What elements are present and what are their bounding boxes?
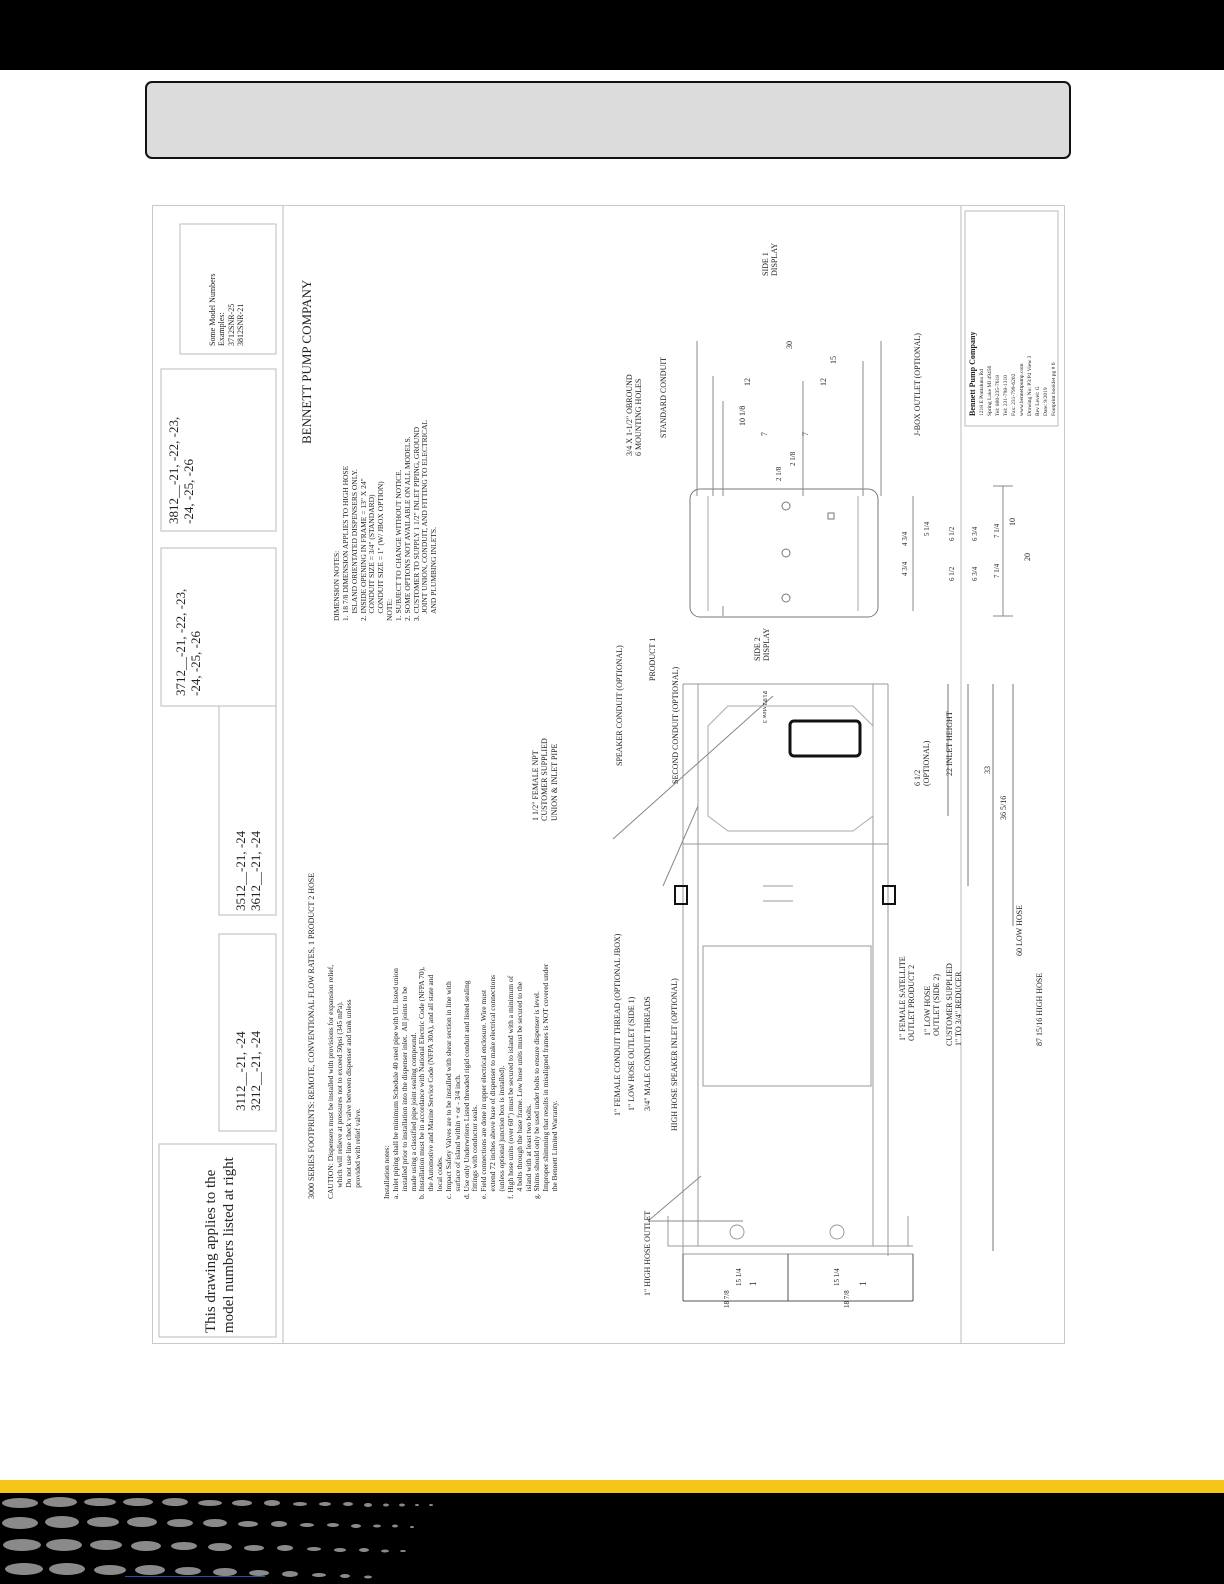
- top-black-bar: [0, 0, 1224, 70]
- label-15-1-4-b: 15 1/4: [833, 1268, 841, 1286]
- series-title: 3000 SERIES FOOTPRINTS: REMOTE, CONVENTIONAL FLOW RATES, 1 PRODUCT 2 HOSE: [307, 872, 316, 1199]
- label-male-conduit: 3/4" MALE CONDUIT THREADS: [643, 996, 652, 1111]
- models-3512: 3512__-21, -24 3612__-21, -24: [233, 830, 264, 911]
- label-front-tag: P1/P2 view 3: [761, 691, 767, 724]
- label-product-1: PRODUCT 1: [648, 637, 657, 681]
- model-examples: Some Model Numbers Examples: 3712SNR-25 3812SNR-21: [208, 273, 246, 346]
- footer-yellow-stripe: [0, 1480, 1224, 1493]
- dim-6-1-2-a: 6 1/2: [948, 566, 956, 581]
- dimension-notes: DIMENSION NOTES: 1. 18 7/8 DIMENSION APPLIES TO HIGH HOSE ISLAND ORIENTATED DISPENSERS ONLY. 2. INSIDE OPENING IN FRAME = 13" X 24" CONDUIT SIZE = 3/4" (STANDARD) CONDUIT SIZE = 1" (W/ JBOX OPTION) NOTE: 1. SUBJECT TO CHANGE WITHOUT NOTICE. 2. SOME OPTIONS NOT AVAILABLE ON ALL MODELS. 3. CUSTOMER TO SUPPLY 1 1/2" INLET PIPING, GROUND JOINT UNION, CONDUIT, AND FITTING TO ELECTRICAL AND PLUMBING INLETS.: [332, 419, 439, 621]
- dim-10-1-8: 10 1/8: [738, 405, 747, 426]
- label-side-1: 1: [748, 1281, 758, 1286]
- models-3712: 3712__-21, -22, -23, -24, -25, -26: [173, 588, 204, 696]
- dim-4-3-4-b: 4 3/4: [901, 531, 909, 546]
- company-block-name: Bennett Pump Company: [968, 331, 977, 416]
- dim-30: 30: [785, 341, 794, 349]
- label-inlet-height: 22 INLET HEIGHT: [945, 711, 954, 776]
- dim-2-1-8-b: 2 1/8: [789, 451, 797, 466]
- label-jbox-outlet: J-BOX OUTLET (OPTIONAL): [913, 333, 922, 436]
- models-3112: 3112__-21, -24 3212__-21, -24: [233, 1030, 264, 1111]
- engineering-drawing-sheet: [152, 205, 1065, 1344]
- label-low-hose-side2: 1" LOW HOSE OUTLET (SIDE 2): [923, 973, 942, 1036]
- label-speaker-conduit: SPEAKER CONDUIT (OPTIONAL): [615, 645, 624, 766]
- models-3812: 3812__-21, -22, -23, -24, -25, -26: [166, 416, 197, 524]
- dim-6-3-4-b: 6 3/4: [971, 526, 979, 541]
- label-36-5-16: 36 5/16: [999, 795, 1008, 820]
- dim-4-3-4-a: 4 3/4: [901, 561, 909, 576]
- installation-notes: Installation notes: a. Inlet piping shall be minimum Schedule 40 steel pipe with UL listed union installed prior to installation into the dispenser inlet. All joints to be made using a classified pipe joint sealing compound. b. Installation must be in accordance with National Electric Code (NFPA 70), the Automotive and Marine Service Code (NFPA 30A), and all state and local codes. c. Impact Safety Valves are to be installed with shear section in line with surface of island within + or - 3/4 inch. d. Use only Underwriters Listed threaded rigid conduit and listed sealing fittings with conductor seals. e. Field connections are done in upper electrical enclosure. Wire must extend 72 inches above base of dispenser to make electrical connections (unless optional junction box is installed). f. High hose units (over 60") must be secured to island with a minimum of 4 bolts through the base frame. Low hose units must be secured to the island with at least two bolts. g. Shims should only be used under bolts to ensure dispenser is level. Improper shimming that results in misaligned frames is NOT covered under the Bennett Limited Warranty.: [382, 963, 560, 1199]
- dim-12-b: 12: [819, 378, 828, 386]
- label-female-conduit: 1" FEMALE CONDUIT THREAD (OPTIONAL JBOX): [613, 933, 622, 1116]
- company-title: BENNETT PUMP COMPANY: [299, 279, 314, 444]
- dim-10: 10: [1008, 518, 1017, 526]
- label-side2-display: SIDE 2 DISPLAY: [753, 627, 772, 661]
- footer-link-underline: [125, 1576, 265, 1577]
- label-female-npt: 1 1/2" FEMALE NPT CUSTOMER SUPPLIED UNION & INLET PIPE: [531, 738, 559, 821]
- dim-15: 15: [829, 356, 838, 364]
- dim-6-1-2-b: 6 1/2: [948, 526, 956, 541]
- label-standard-conduit: STANDARD CONDUIT: [659, 357, 668, 438]
- label-speaker-inlet: HIGH HOSE SPEAKER INLET (OPTIONAL): [670, 978, 679, 1131]
- dim-12-a: 12: [743, 378, 752, 386]
- label-18-7-8: 18 7/8: [723, 1290, 731, 1308]
- label-33: 33: [983, 766, 992, 774]
- dim-7-1-4-b: 7 1/4: [993, 523, 1001, 538]
- dim-5-1-4: 5 1/4: [923, 521, 931, 536]
- label-side1-display: SIDE 1 DISPLAY: [761, 242, 780, 276]
- label-obround-holes: 3/4 X 1-1/2" OBROUND 6 MOUNTING HOLES: [625, 374, 644, 456]
- label-6-half-optional: 6 1/2 (OPTIONAL): [913, 740, 932, 786]
- model-intro-text: This drawing applies to the model numbers listed at right: [203, 1157, 237, 1333]
- label-87-high-hose: 87 15/16 HIGH HOSE: [1035, 972, 1044, 1046]
- dim-6-3-4-a: 6 3/4: [971, 566, 979, 581]
- caution-text: CAUTION: Dispensers must be installed with provisions for expansion relief, which will relieve at pressures not to exceed 50psi (345 mPa). Do not use line check valve between dispenser and tank unless provided with relief valve.: [326, 964, 362, 1199]
- dim-2-1-8-a: 2 1/8: [775, 466, 783, 481]
- label-18-7-8-b: 18 7/8: [843, 1290, 851, 1308]
- label-low-hose-side1: 1" LOW HOSE OUTLET (SIDE 1): [627, 996, 636, 1111]
- footer-dot-swoosh-graphic: [0, 1493, 480, 1584]
- label-60-low-hose: 60 LOW HOSE: [1015, 905, 1024, 956]
- label-female-satellite: 1" FEMALE SATELLITE OUTLET PRODUCT 2: [898, 956, 917, 1041]
- dim-20: 20: [1023, 553, 1032, 561]
- label-high-hose-outlet: 1" HIGH HOSE OUTLET: [643, 1210, 652, 1296]
- label-reducer: CUSTOMER SUPPLIED 1" TO 3/4" REDUCER: [945, 963, 964, 1046]
- label-second-conduit: SECOND CONDUIT (OPTIONAL): [671, 666, 680, 784]
- dim-7-1-4-a: 7 1/4: [993, 563, 1001, 578]
- label-side-1-b: 1: [858, 1281, 868, 1286]
- dim-7-b: 7: [801, 432, 810, 436]
- page-title-box: [145, 81, 1071, 159]
- dim-7-a: 7: [760, 432, 769, 436]
- label-15-1-4: 15 1/4: [735, 1268, 743, 1286]
- company-block-details: 1218 E Pontaluna Rd Spring Lake MI 49456 Tel: 800-235-7618 Tel: 231-798-1310 Fax: 231-799-6202 www.bennettpump.com Drawing No: P3/P4 View 3 Rev Level: G Date: 9/2019 Footprint booklet pg # 6: [979, 355, 1057, 416]
